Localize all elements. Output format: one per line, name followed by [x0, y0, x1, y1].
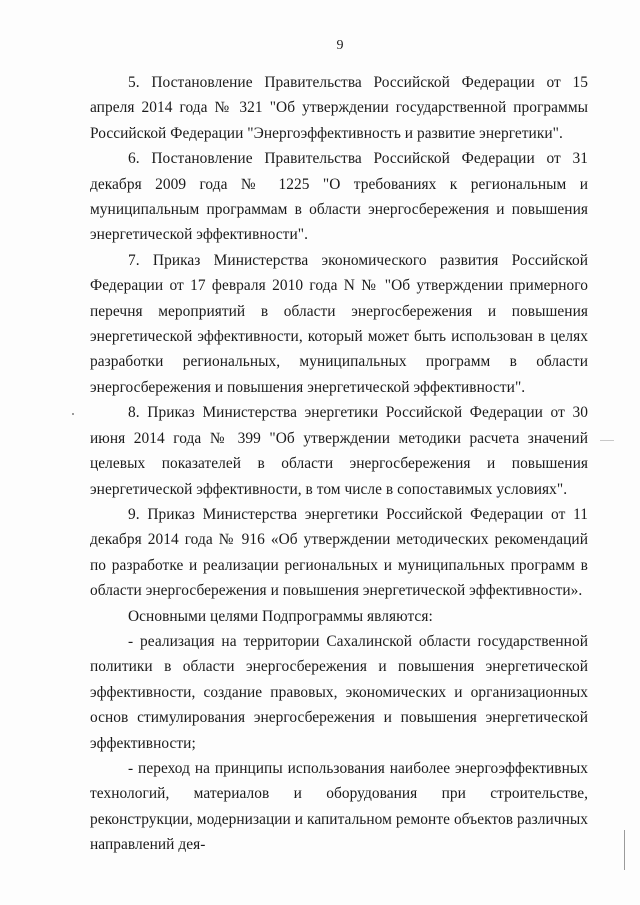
paragraph-item-7: 7. Приказ Министерства экономического развития Российской Федерации от 17 февраля 2010 года N № "Об утверждении примерного перечня мероприятий в области энергосбережения и повышения энергетической эффективности, который может быть использован в целях разработки региональных, муниципальных программ в области энергосбережения и повышения энергетической эффективности". [90, 251, 588, 396]
paragraph-goal-2: - переход на принципы использования наиболее энергоэффективных технологий, материалов и оборудования при строительстве, реконструкции, модернизации и капитальном ремонте объектов различных направлений дея- [90, 759, 588, 854]
paragraph-item-5: 5. Постановление Правительства Российской Федерации от 15 апреля 2014 года № 321 "Об утверждении государственной программы Российской Федерации "Энергоэффективность и развитие энергетики". [90, 74, 588, 142]
scan-artifact-left-mark [72, 413, 74, 415]
paragraph-item-9: 9. Приказ Министерства энергетики Российской Федерации от 11 декабря 2014 года № 916 «Об утверждении методических рекомендаций по разработке и реализации региональных и муниципальных программ в области энергосбережения и повышения энергетической эффективности». [90, 505, 588, 600]
paragraph-item-6: 6. Постановление Правительства Российской Федерации от 31 декабря 2009 года № 1225 "О требованиях к региональным и муниципальным программам в области энергосбережения и повышения энергетической эффективности". [90, 150, 588, 244]
page-number: 9 [336, 38, 344, 53]
paragraph-goals-intro: Основными целями Подпрограммы являются: [128, 607, 433, 625]
scan-artifact-right-dash [600, 440, 614, 441]
document-body [90, 70, 588, 858]
scan-artifact-right-edge [624, 830, 625, 870]
paragraph-item-8: 8. Приказ Министерства энергетики Российской Федерации от 30 июня 2014 года № 399 "Об утверждении методики расчета значений целевых показателей в области энергосбережения и повышения энергетической эффективности, в том числе в сопоставимых условиях". [90, 404, 588, 498]
paragraph-goal-1: - реализация на территории Сахалинской области государственной политики в области энергосбережения и повышения энергетической эффективности, создание правовых, экономических и организационных основ стимулирования энергосбережения и повышения энергетической эффективности; [90, 632, 588, 752]
